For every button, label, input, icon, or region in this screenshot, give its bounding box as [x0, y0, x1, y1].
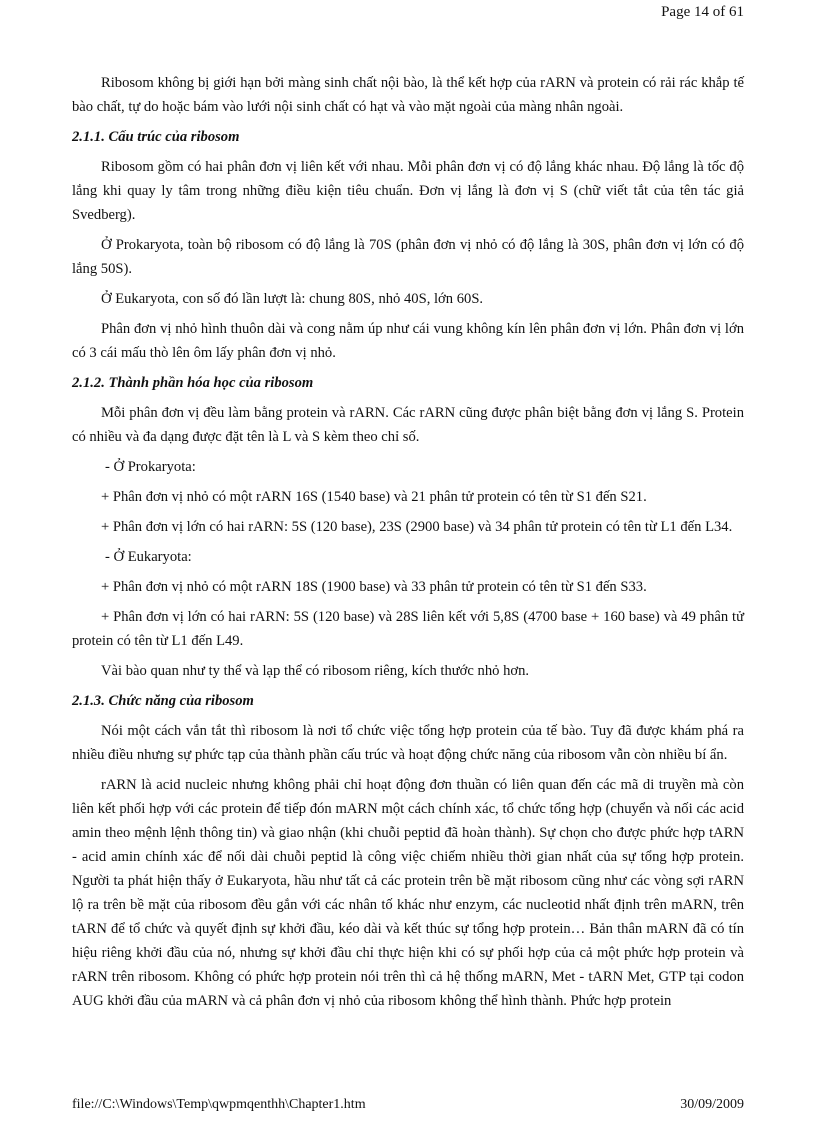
section-heading: 2.1.3. Chức năng của ribosom: [72, 693, 254, 709]
paragraph: Mỗi phân đơn vị đều làm bằng protein và rARN. Các rARN cũng được phân biệt bằng đơn vị lắng S. Protein có nhiều và đa dạng được đặt tên là L và S kèm theo chỉ số.: [72, 405, 744, 445]
footer-file-path: file://C:\Windows\Temp\qwpmqenthh\Chapter1.htm: [72, 1097, 366, 1112]
paragraph: Phân đơn vị nhỏ hình thuôn dài và cong nằm úp như cái vung không kín lên phân đơn vị lớn. Phân đơn vị lớn có 3 cái mấu thò lên ôm lấy phân đơn vị nhỏ.: [72, 321, 744, 361]
page-number: Page 14 of 61: [661, 4, 744, 20]
section-heading: 2.1.1. Cấu trúc của ribosom: [72, 129, 240, 145]
document-body: [72, 71, 744, 1019]
list-item: - Ở Eukaryota:: [105, 549, 192, 565]
paragraph: rARN là acid nucleic nhưng không phải chỉ hoạt động đơn thuần có liên quan đến các mã di truyền mà còn liên kết phối hợp với các protein để tiếp đón mARN một cách chính xác, tổ chức tổng hợp (chuyển và nối các acid amin theo mệnh lệnh thông tin) và giao nhận (khi chuỗi peptid đã hoàn thành). Sự chọn cho được phức hợp tARN - acid amin chính xác để nối dài chuỗi peptid là công việc chiếm nhiều thời gian nhất của sự tổng hợp protein. Người ta phát hiện thấy ở Eukaryota, hầu như tất cả các protein trên bề mặt ribosom cũng như các vòng sợi rARN lộ ra trên bề mặt của ribosom đều gắn với các nhân tố khác như enzym, các nucleotid nhất định trên mARN, trên tARN để tổ chức và quyết định sự khởi đầu, kéo dài và kết thúc sự tổng hợp protein… Bản thân mARN đã có tín hiệu riêng khởi đầu của nó, nhưng sự khởi đầu chỉ thực hiện khi có sự phối hợp của cả một phức hợp protein và rARN trên ribosom. Không có phức hợp protein nói trên thì cả hệ thống mARN, Met - tARN Met, GTP tại codon AUG khởi đầu của mARN và cả phân đơn vị nhỏ của ribosom không thể hình thành. Phức hợp protein: [72, 777, 744, 1009]
section-heading: 2.1.2. Thành phần hóa học của ribosom: [72, 375, 314, 391]
list-item: + Phân đơn vị nhỏ có một rARN 18S (1900 base) và 33 phân tử protein có tên từ S1 đến S33.: [101, 579, 647, 595]
paragraph: Vài bào quan như ty thể và lạp thể có ribosom riêng, kích thước nhỏ hơn.: [101, 663, 530, 679]
paragraph: Ribosom gồm có hai phân đơn vị liên kết với nhau. Mỗi phân đơn vị có độ lắng khác nhau. Độ lắng là tốc độ lắng khi quay ly tâm trong những điều kiện tiêu chuẩn. Đơn vị lắng là đơn vị S (chữ viết tắt của tên tác giả Svedberg).: [72, 159, 744, 223]
paragraph: Ribosom không bị giới hạn bởi màng sinh chất nội bào, là thể kết hợp của rARN và protein có rải rác khắp tế bào chất, tự do hoặc bám vào lưới nội sinh chất có hạt và vào mặt ngoài của màng nhân ngoài.: [72, 75, 744, 115]
paragraph: Nói một cách vắn tắt thì ribosom là nơi tổ chức việc tổng hợp protein của tế bào. Tuy đã được khám phá ra nhiều điều nhưng sự phức tạp của thành phần cấu trúc và hoạt động chức năng của ribosom vẫn còn nhiều bí ẩn.: [72, 723, 744, 763]
list-item: - Ở Prokaryota:: [105, 459, 196, 475]
footer-date: 30/09/2009: [680, 1097, 744, 1112]
list-item: + Phân đơn vị lớn có hai rARN: 5S (120 base) và 28S liên kết với 5,8S (4700 base + 160 base) và 49 phân tử protein có tên từ L1 đến L49.: [72, 609, 744, 649]
paragraph: Ở Eukaryota, con số đó lần lượt là: chung 80S, nhỏ 40S, lớn 60S.: [101, 291, 484, 307]
list-item: + Phân đơn vị lớn có hai rARN: 5S (120 base), 23S (2900 base) và 34 phân tử protein có tên từ L1 đến L34.: [101, 519, 733, 535]
list-item: + Phân đơn vị nhỏ có một rARN 16S (1540 base) và 21 phân tử protein có tên từ S1 đến S21.: [101, 489, 647, 505]
paragraph: Ở Prokaryota, toàn bộ ribosom có độ lắng là 70S (phân đơn vị nhỏ có độ lắng là 30S, phân đơn vị lớn có độ lắng 50S).: [72, 237, 744, 277]
